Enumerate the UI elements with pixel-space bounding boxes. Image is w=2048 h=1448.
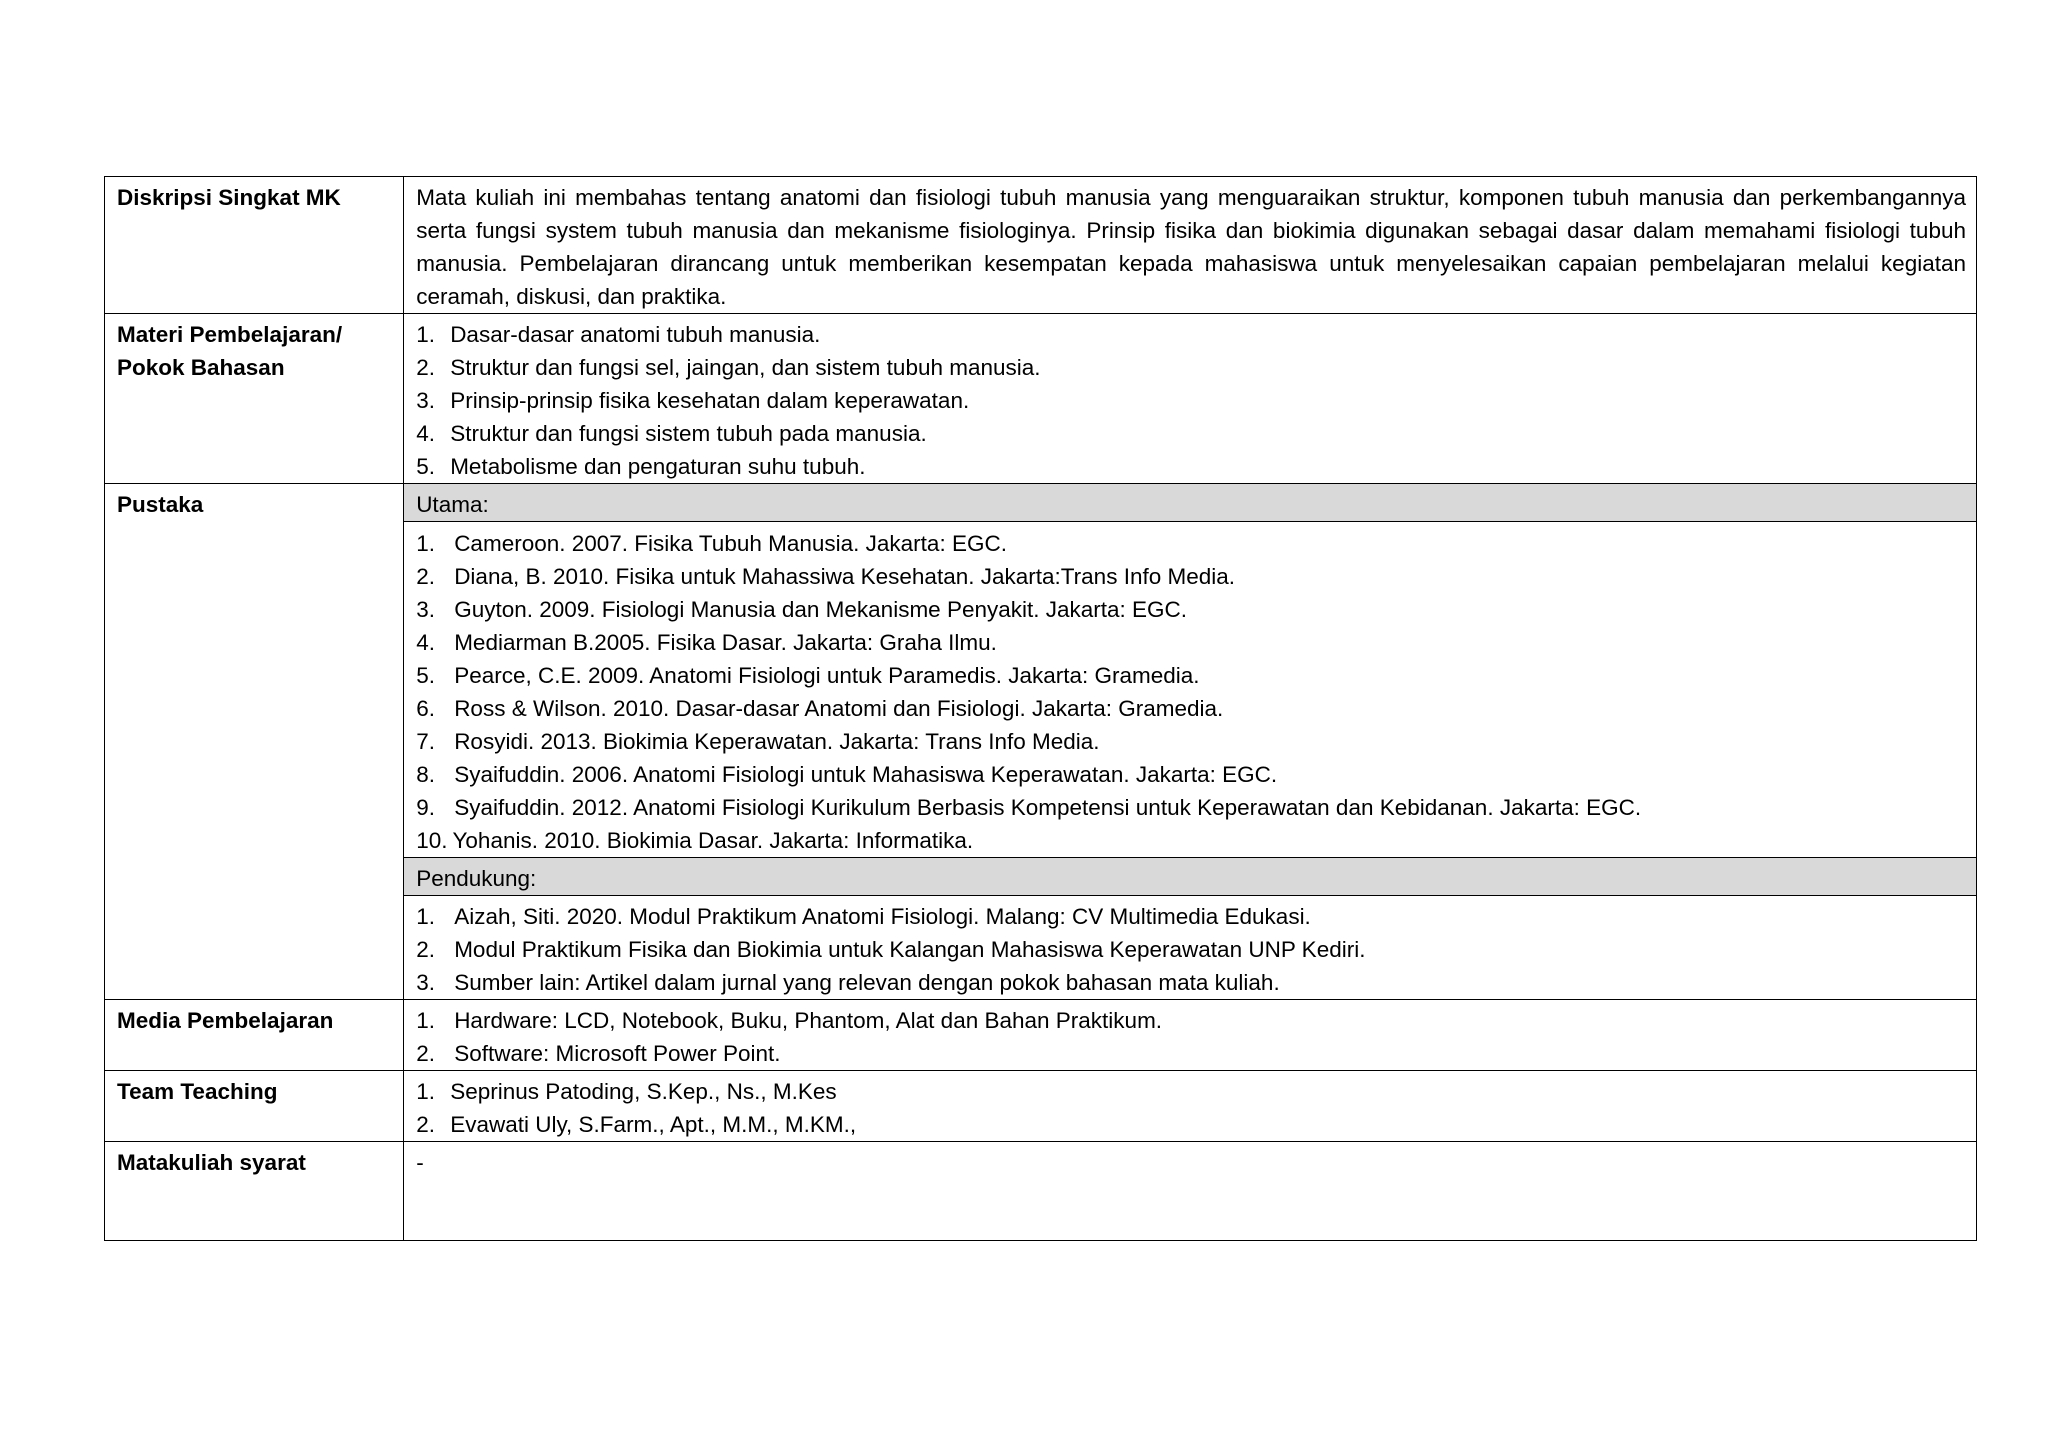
item-number: 1. — [416, 1008, 435, 1033]
item-text: Syaifuddin. 2012. Anatomi Fisiologi Kurikulum Berbasis Kompetensi untuk Keperawatan dan Kebidanan. Jakarta: EGC. — [454, 795, 1642, 820]
list-item — [416, 758, 1966, 791]
item-text: Seprinus Patoding, S.Kep., Ns., M.Kes — [450, 1079, 837, 1104]
list-item — [416, 900, 1966, 933]
item-text: Syaifuddin. 2006. Anatomi Fisiologi untuk Mahasiswa Keperawatan. Jakarta: EGC. — [454, 762, 1278, 787]
materi-list — [416, 318, 1966, 483]
item-number: 3. — [416, 970, 435, 995]
item-text: Modul Praktikum Fisika dan Biokimia untuk Kalangan Mahasiswa Keperawatan UNP Kediri. — [454, 937, 1366, 962]
item-text: Mediarman B.2005. Fisika Dasar. Jakarta: Graha Ilmu. — [454, 630, 997, 655]
pustaka-utama-cell — [404, 522, 1977, 858]
row-materi — [105, 314, 1977, 484]
list-item — [416, 527, 1966, 560]
item-number: 5. — [416, 454, 435, 479]
item-number: 2. — [416, 1112, 435, 1137]
item-text: Metabolisme dan pengaturan suhu tubuh. — [450, 454, 866, 479]
materi-cell — [404, 314, 1977, 484]
list-item — [416, 933, 1966, 966]
item-text: Struktur dan fungsi sistem tubuh pada manusia. — [450, 421, 927, 446]
item-number: 2. — [416, 355, 435, 380]
list-item — [416, 1075, 1966, 1108]
label-deskripsi: Diskripsi Singkat MK — [105, 177, 404, 314]
list-item — [416, 626, 1966, 659]
item-number: 5. — [416, 663, 435, 688]
item-text: Rosyidi. 2013. Biokimia Keperawatan. Jakarta: Trans Info Media. — [454, 729, 1100, 754]
item-number: 7. — [416, 729, 435, 754]
item-number: 2. — [416, 1041, 435, 1066]
item-text: Software: Microsoft Power Point. — [454, 1041, 781, 1066]
label-media: Media Pembelajaran — [105, 1000, 404, 1071]
item-number: 3. — [416, 597, 435, 622]
list-item — [416, 692, 1966, 725]
item-number: 2. — [416, 937, 435, 962]
list-item — [416, 966, 1966, 999]
list-item — [416, 351, 1966, 384]
label-team: Team Teaching — [105, 1071, 404, 1142]
list-item — [416, 560, 1966, 593]
list-item — [416, 1037, 1966, 1070]
item-text: Prinsip-prinsip fisika kesehatan dalam keperawatan. — [450, 388, 970, 413]
item-number: 4. — [416, 421, 435, 446]
list-item — [416, 450, 1966, 483]
item-text: Guyton. 2009. Fisiologi Manusia dan Mekanisme Penyakit. Jakarta: EGC. — [454, 597, 1188, 622]
item-number: 8. — [416, 762, 435, 787]
media-cell — [404, 1000, 1977, 1071]
row-deskripsi — [105, 177, 1977, 314]
row-syarat — [105, 1142, 1977, 1241]
item-text: Dasar-dasar anatomi tubuh manusia. — [450, 322, 821, 347]
list-item — [416, 824, 1966, 857]
team-list — [416, 1075, 1966, 1141]
item-number: 6. — [416, 696, 435, 721]
label-syarat: Matakuliah syarat — [105, 1142, 404, 1241]
item-number: 3. — [416, 388, 435, 413]
pustaka-pendukung-heading: Pendukung: — [404, 858, 1977, 896]
list-item — [416, 593, 1966, 626]
pustaka-utama-heading: Utama: — [404, 484, 1977, 522]
item-number: 1. — [416, 904, 435, 929]
item-number: 4. — [416, 630, 435, 655]
list-item — [416, 1004, 1966, 1037]
item-text: Diana, B. 2010. Fisika untuk Mahassiwa Kesehatan. Jakarta:Trans Info Media. — [454, 564, 1236, 589]
course-info-table — [104, 176, 1977, 1241]
syarat-value: - — [404, 1142, 1977, 1241]
pustaka-pendukung-cell — [404, 896, 1977, 1000]
item-number: 10. — [416, 828, 448, 853]
list-item — [416, 659, 1966, 692]
list-item — [416, 1108, 1966, 1141]
label-materi: Materi Pembelajaran/ Pokok Bahasan — [105, 314, 404, 484]
team-cell — [404, 1071, 1977, 1142]
item-text: Evawati Uly, S.Farm., Apt., M.M., M.KM., — [450, 1112, 857, 1137]
item-number: 2. — [416, 564, 435, 589]
row-team — [105, 1071, 1977, 1142]
item-number: 1. — [416, 531, 435, 556]
item-text: Pearce, C.E. 2009. Anatomi Fisiologi untuk Paramedis. Jakarta: Gramedia. — [454, 663, 1200, 688]
item-text: Sumber lain: Artikel dalam jurnal yang relevan dengan pokok bahasan mata kuliah. — [454, 970, 1280, 995]
list-item — [416, 791, 1966, 824]
item-text: Struktur dan fungsi sel, jaingan, dan sistem tubuh manusia. — [450, 355, 1041, 380]
item-text: Cameroon. 2007. Fisika Tubuh Manusia. Jakarta: EGC. — [454, 531, 1007, 556]
pustaka-utama-list — [416, 527, 1966, 857]
pustaka-pendukung-list — [416, 900, 1966, 999]
item-number: 9. — [416, 795, 435, 820]
item-text: Yohanis. 2010. Biokimia Dasar. Jakarta: Informatika. — [452, 828, 974, 853]
item-text: Ross & Wilson. 2010. Dasar-dasar Anatomi dan Fisiologi. Jakarta: Gramedia. — [454, 696, 1224, 721]
deskripsi-text: Mata kuliah ini membahas tentang anatomi dan fisiologi tubuh manusia yang menguaraikan struktur, komponen tubuh manusia dan perkembangannya serta fungsi system tubuh manusia dan mekanisme fisiologinya. Prinsip fisika dan biokimia digunakan sebagai dasar dalam memahami fisiologi tubuh manusia. Pembelajaran dirancang untuk memberikan kesempatan kepada mahasiswa untuk menyelesaikan capaian pembelajaran melalui kegiatan ceramah, diskusi, dan praktika. — [404, 177, 1977, 314]
list-item — [416, 725, 1966, 758]
list-item — [416, 384, 1966, 417]
list-item — [416, 417, 1966, 450]
item-text: Hardware: LCD, Notebook, Buku, Phantom, Alat dan Bahan Praktikum. — [454, 1008, 1163, 1033]
media-list — [416, 1004, 1966, 1070]
item-number: 1. — [416, 1079, 435, 1104]
label-pustaka: Pustaka — [105, 484, 404, 1000]
item-text: Aizah, Siti. 2020. Modul Praktikum Anatomi Fisiologi. Malang: CV Multimedia Edukasi. — [454, 904, 1311, 929]
item-number: 1. — [416, 322, 435, 347]
list-item — [416, 318, 1966, 351]
row-pustaka-utama-heading — [105, 484, 1977, 522]
row-media — [105, 1000, 1977, 1071]
